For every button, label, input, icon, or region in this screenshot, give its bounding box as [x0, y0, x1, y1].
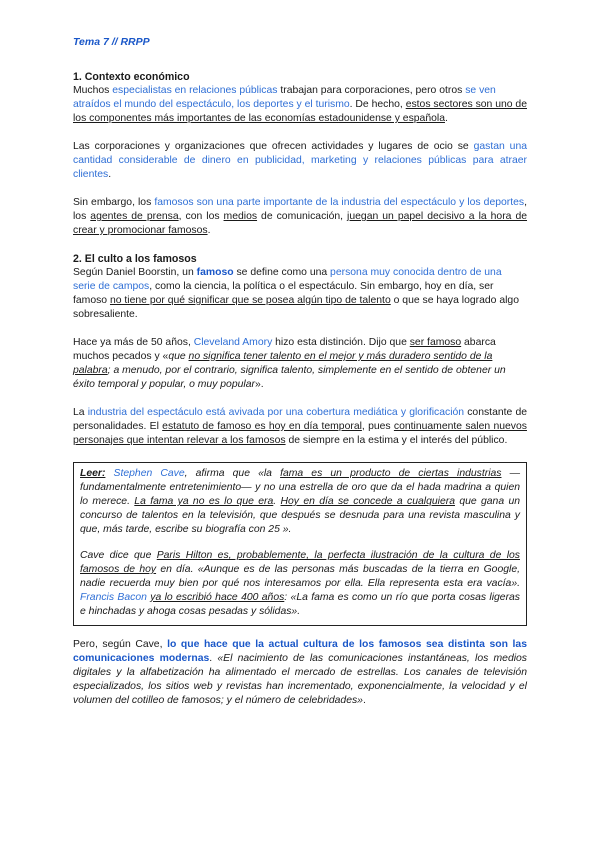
s3-paragraph-1: Pero, según Cave, lo que hace que la actual cultura de los famosos sea distinta son las comunicaciones modernas. «El nacimiento de las comunicaciones instantáneas, los medios digitales y la alfabetización ha alimentado el mercado de estrellas. Los canales de televisión especializados, los sitios web y revistas han incrementado, exponencialmente, la velocidad y el volumen del cotilleo de famosos; y el número de celebridades».: [73, 639, 527, 706]
page-header: Tema 7 // RRPP: [73, 36, 150, 48]
s1-paragraph-2: Las corporaciones y organizaciones que ofrecen actividades y lugares de ocio se gastan una cantidad considerable de dinero en publicidad, marketing y relaciones públicas para atraer clientes.: [73, 141, 527, 180]
section-1-heading: 1. Contexto económico: [73, 71, 190, 83]
section-2-heading: 2. El culto a los famosos: [73, 253, 197, 265]
reading-box: [73, 462, 527, 626]
s2-paragraph-2: Hace ya más de 50 años, Cleveland Amory hizo esta distinción. Dijo que ser famoso abarca muchos pecados y «que no significa tener talento en el mejor y más duradero sentido de la palabra; a menudo, por el contrario, significa talento, simplemente en el sentido de obtener un éxito temporal y popular, o muy popular».: [73, 337, 506, 390]
box-paragraph-1: Leer: Stephen Cave, afirma que «la fama es un producto de ciertas industrias —fundamentalmente entretenimiento— y no una estrella de oro que da el hada madrina a quien lo merece. La fama ya no es lo que era. Hoy en día se concede a cualquiera que gana un concurso de talentos en la televisión, que después se desnuda para una revista masculina y que, más tarde, escribe su biografía con 25 ».: [80, 468, 521, 535]
s2-paragraph-3: La industria del espectáculo está avivada por una cobertura mediática y glorificación constante de personalidades. El estatuto de famoso es hoy en día temporal, pues continuamente salen nuevos personajes que intentan relevar a los famosos de siempre en la estima y el interés del público.: [73, 407, 527, 446]
box-paragraph-2: Cave dice que Paris Hilton es, probablemente, la perfecta ilustración de la cultura de los famosos de hoy en día. «Aunque es de las personas más buscadas de la tierra en Google, nadie recuerda muy bien por qué nos interesamos por ella. Ella representa esta era vacía». Francis Bacon ya lo escribió hace 400 años: «La fama es como un río que porta cosas ligeras e hinchadas y ahoga cosas pesadas y sólidas».: [80, 550, 521, 617]
s1-paragraph-1: Muchos especialistas en relaciones públicas trabajan para corporaciones, pero otros se ven atraídos el mundo del espectáculo, los deportes y el turismo. De hecho, estos sectores son uno de los componentes más importantes de las economías estadounidense y española.: [73, 85, 527, 124]
read-label: Leer:: [80, 468, 106, 479]
document-body: [73, 70, 527, 722]
s1-paragraph-3: Sin embargo, los famosos son una parte importante de la industria del espectáculo y los deportes, los agentes de prensa, con los medios de comunicación, juegan un papel decisivo a la hora de crear y promocionar famosos.: [73, 197, 528, 236]
s2-paragraph-1: Según Daniel Boorstin, un famoso se define como una persona muy conocida dentro de una serie de campos, como la ciencia, la política o el espectáculo. Sin embargo, hoy en día, ser famoso no tiene por qué significar que se posea algún tipo de talento o que se haya logrado algo sobresaliente.: [73, 267, 519, 320]
